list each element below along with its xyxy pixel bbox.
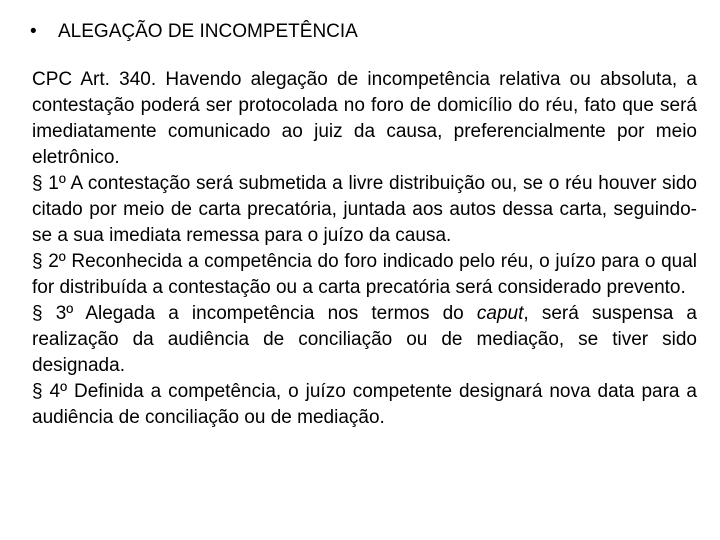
heading-text: ALEGAÇÃO DE INCOMPETÊNCIA (58, 21, 358, 42)
bullet-icon: • (30, 21, 37, 42)
paragraph-3 (32, 301, 697, 379)
paragraph-1: § 1º A contestação será submetida a livre distribuição ou, se o réu houver sido citado por meio de carta precatória, juntada aos autos dessa carta, seguindo-se a sua imediata remessa para o juízo da causa. (32, 173, 697, 246)
article-caput: CPC Art. 340. Havendo alegação de incompetência relativa ou absoluta, a contestação poderá ser protocolada no foro de domicílio do réu, fato que será imediatamente comunicado ao juiz da causa, preferencialmente por meio eletrônico. (32, 69, 697, 168)
article-text (32, 67, 697, 431)
slide-heading (30, 19, 358, 45)
paragraph-4: § 4º Definida a competência, o juízo competente designará nova data para a audiência de conciliação ou de mediação. (32, 381, 697, 428)
caput-term: caput (476, 303, 524, 324)
paragraph-2: § 2º Reconhecida a competência do foro indicado pelo réu, o juízo para o qual for distribuída a contestação ou a carta precatória será considerado prevento. (32, 251, 697, 298)
paragraph-3-start: § 3º Alegada a incompetência nos termos do (32, 303, 477, 324)
paragraph-3-end: , será suspensa a realização da audiência de conciliação ou de mediação, se tiver sido designada. (32, 303, 697, 376)
